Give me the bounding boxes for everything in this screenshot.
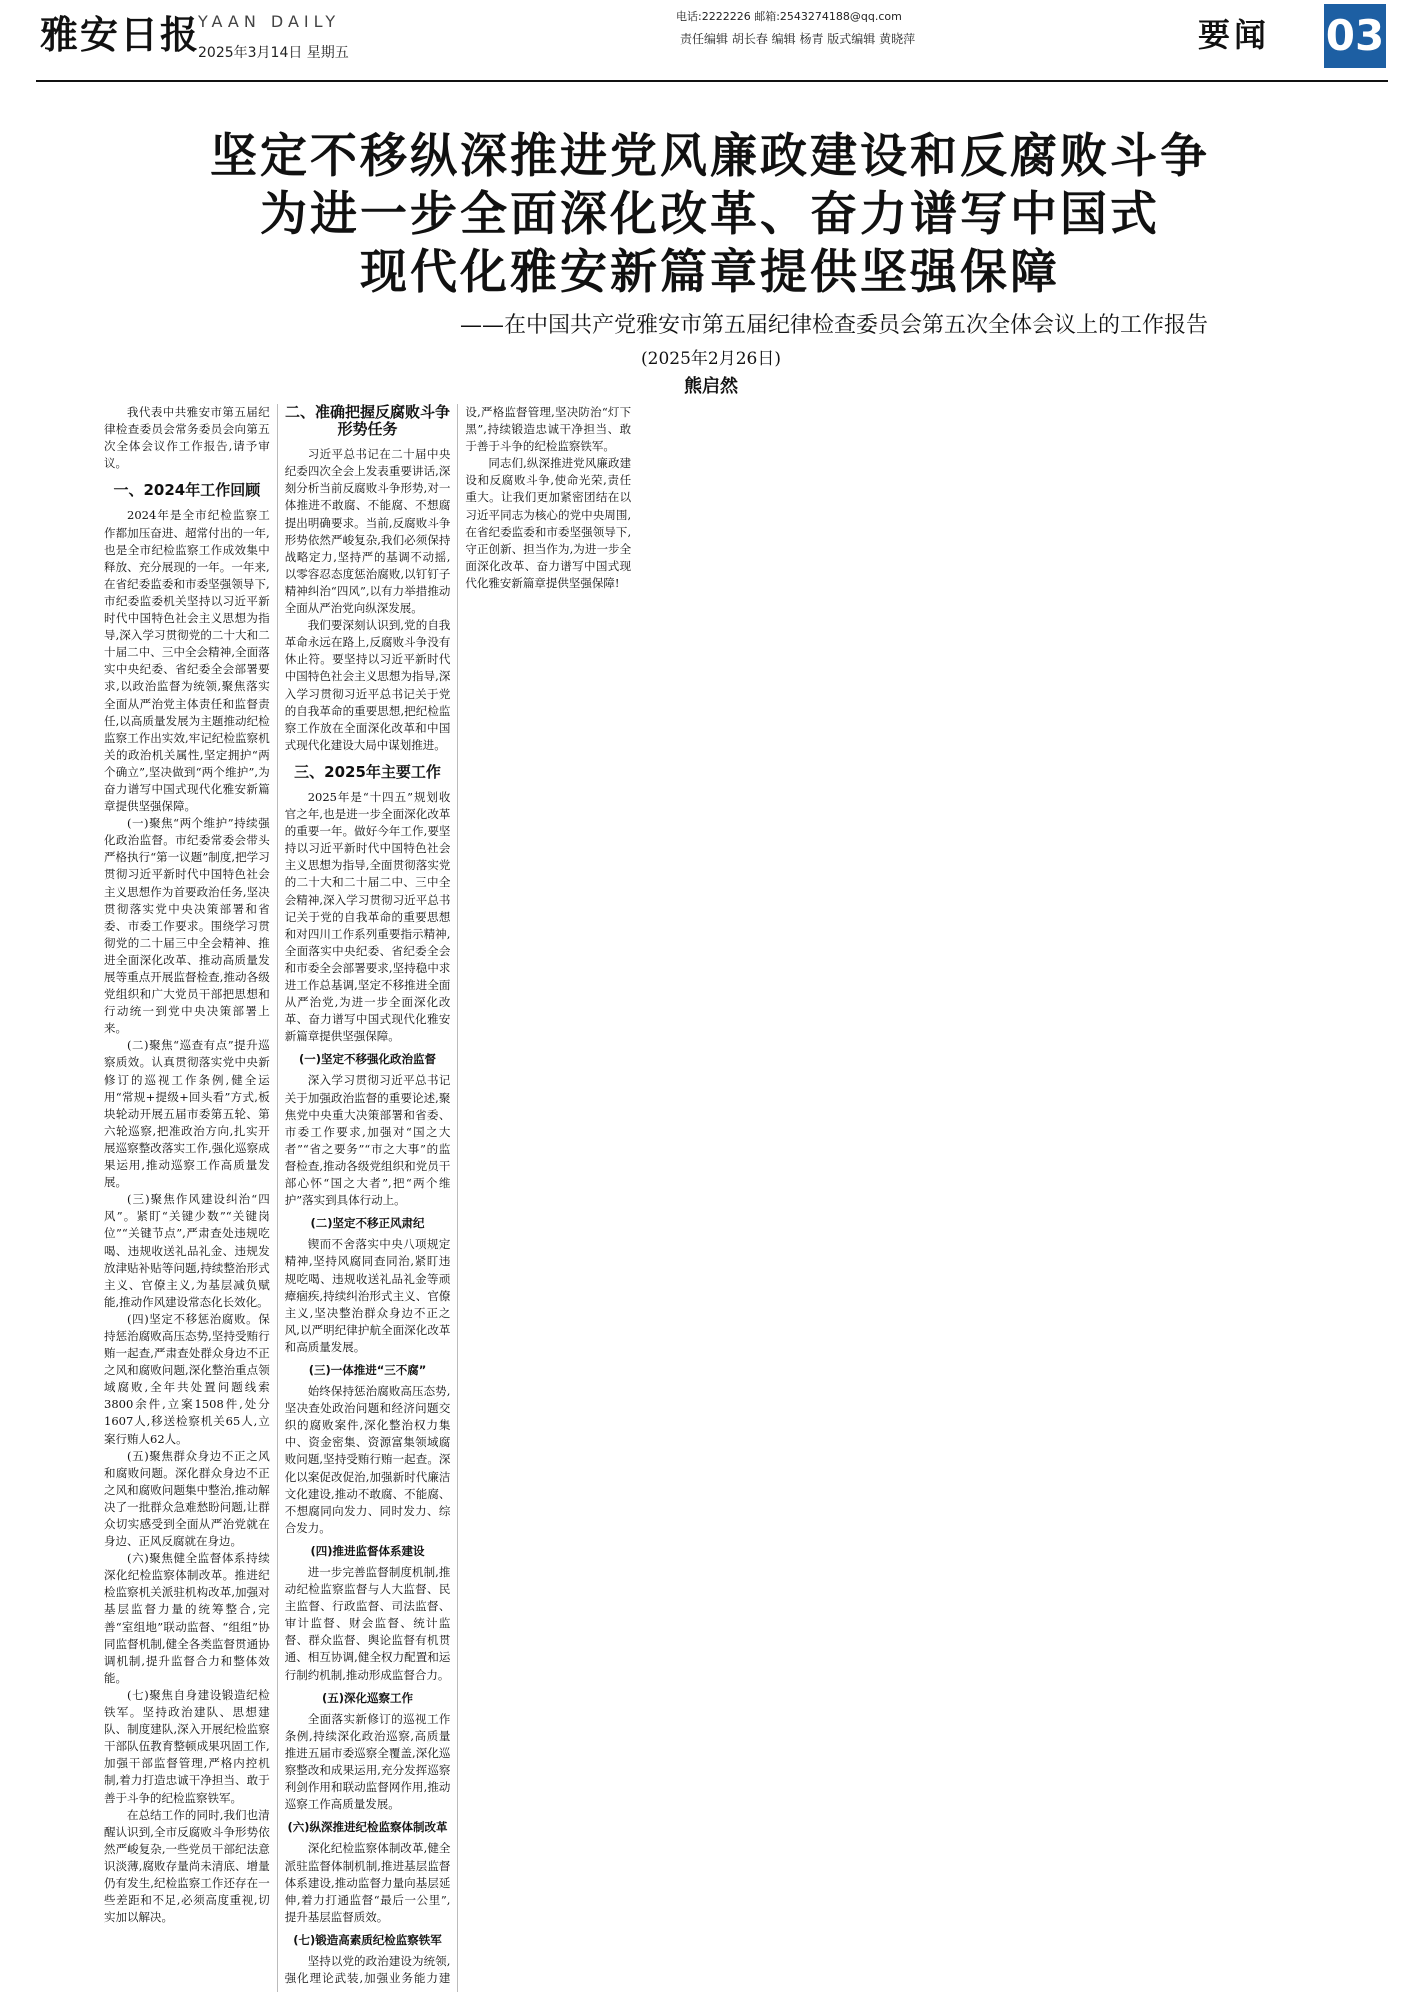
paragraph: 坚持以党的政治建设为统领,强化理论武装,加强业务能力建设,严格监督管理,坚决防治“灯下黑”,持续锻造忠诚干净担当、敢于善于斗争的纪检监察铁军。 <box>284 405 632 1986</box>
headline-line-2: 为进一步全面深化改革、奋力谱写中国式 <box>260 187 1160 242</box>
paragraph: 进一步完善监督制度机制,推动纪检监察监督与人大监督、民主监督、行政监督、司法监督、审计监督、财会监督、统计监督、群众监督、舆论监督有机贯通、相互协调,健全权力配置和运行制约机制,推动形成监督合力。 <box>284 1565 451 1682</box>
section-name: 要闻 <box>1198 16 1271 54</box>
paragraph: 深化纪检监察体制改革,健全派驻监督体制机制,推进基层监督体系建设,推动监督力量向基层延伸,着力打通监督“最后一公里”,提升基层监督质效。 <box>284 1841 451 1924</box>
author-byline: 熊启然 <box>684 376 738 397</box>
headline-line-1: 坚定不移纵深推进党风廉政建设和反腐败斗争 <box>210 129 1210 184</box>
paragraph: (二)聚焦“巡查有点”提升巡察质效。认真贯彻落实党中央新修订的巡视工作条例,健全运用“常规+提级+回头看”方式,板块轮动开展五届市委第五轮、第六轮巡察,把准政治方向,扎实开展巡察整改落实工作,强化巡察成果运用,推动巡察工作高质量发展。 <box>104 1038 270 1190</box>
paragraph: (三)聚焦作风建设纠治“四风”。紧盯“关键少数”“关键岗位”“关键节点”,严肃查处违规吃喝、违规收送礼品礼金、违规发放津贴补贴等问题,持续整治形式主义、官僚主义,为基层减负赋能,推动作风建设常态化长效化。 <box>104 1192 270 1309</box>
paragraph: 锲而不舍落实中央八项规定精神,坚持风腐同查同治,紧盯违规吃喝、违规收送礼品礼金等顽瘴痼疾,持续纠治形式主义、官僚主义,坚决整治群众身边不正之风,以严明纪律护航全面深化改革和高质量发展。 <box>284 1237 451 1354</box>
subsection-heading: (六)纵深推进纪检监察体制改革 <box>287 1820 448 1835</box>
section-heading: 二、准确把握反腐败斗争形势任务 <box>285 404 451 439</box>
paragraph: 我代表中共雅安市第五届纪律检查委员会常务委员会向第五次全体会议作工作报告,请予审议。 <box>104 405 270 471</box>
paragraph: 始终保持惩治腐败高压态势,坚决查处政治问题和经济问题交织的腐败案件,深化整治权力集中、资金密集、资源富集领域腐败问题,坚持受贿行贿一起查。深化以案促改促治,加强新时代廉洁文化建设,推动不敢腐、不能腐、不想腐同向发力、同时发力、综合发力。 <box>284 1384 451 1535</box>
paragraph: (一)聚焦“两个维护”持续强化政治监督。市纪委常委会带头严格执行“第一议题”制度,把学习贯彻习近平新时代中国特色社会主义思想作为首要政治任务,坚决贯彻落实党中央决策部署和省委、市委工作要求。围绕学习贯彻党的二十届三中全会精神、推进全面深化改革、推动高质量发展等重点开展监督检查,推动各级党组织和广大党员干部把思想和行动统一到党中央决策部署上来。 <box>104 816 270 1036</box>
paragraph: 习近平总书记在二十届中央纪委四次全会上发表重要讲话,深刻分析当前反腐败斗争形势,对一体推进不敢腐、不能腐、不想腐提出明确要求。当前,反腐败斗争形势依然严峻复杂,我们必须保持战略定力,坚持严的基调不动摇,以零容忍态度惩治腐败,以钉钉子精神纠治“四风”,以有力举措推动全面从严治党向纵深发展。 <box>284 447 451 616</box>
paragraph: 2025年是“十四五”规划收官之年,也是进一步全面深化改革的重要一年。做好今年工作,要坚持以习近平新时代中国特色社会主义思想为指导,全面贯彻落实党的二十大和二十届二中、三中全会精神,深入学习贯彻习近平总书记关于党的自我革命的重要思想和对四川工作系列重要指示精神,全面落实中央纪委、省纪委全会和市委全会部署要求,坚持稳中求进工作总基调,坚定不移推进全面从严治党,为进一步全面深化改革、奋力谱写中国式现代化雅安新篇章提供坚强保障。 <box>284 789 451 1044</box>
paragraph: (七)聚焦自身建设锻造纪检铁军。坚持政治建队、思想建队、制度建队,深入开展纪检监察干部队伍教育整顿成果巩固工作,加强干部监督管理,严格内控机制,着力打造忠诚干净担当、敢于善于斗争的纪检监察铁军。 <box>104 1687 270 1805</box>
subsection-heading: (五)深化巡察工作 <box>322 1690 414 1705</box>
publication-date: 2025年3月14日 星期五 <box>198 45 349 61</box>
subsection-heading: (四)推进监督体系建设 <box>310 1543 425 1558</box>
editor-credits: 责任编辑 胡长春 编辑 杨青 版式编辑 黄晓萍 <box>680 32 916 46</box>
paragraph: 全面落实新修订的巡视工作条例,持续深化政治巡察,高质量推进五届市委巡察全覆盖,深化巡察整改和成果运用,充分发挥巡察利剑作用和联动监督网作用,推动巡察工作高质量发展。 <box>284 1711 451 1812</box>
subsection-heading: (一)坚定不移强化政治监督 <box>299 1052 437 1067</box>
paragraph: 深入学习贯彻习近平总书记关于加强政治监督的重要论述,聚焦党中央重大决策部署和省委、市委工作要求,加强对“国之大者”“省之要务”“市之大事”的监督检查,推动各级党组织和党员干部心怀“国之大者”,把“两个维护”落实到具体行动上。 <box>284 1073 451 1208</box>
paragraph: (五)聚焦群众身边不正之风和腐败问题。深化群众身边不正之风和腐败问题集中整治,推动解决了一批群众急难愁盼问题,让群众切实感受到全面从严治党就在身边、正风反腐就在身边。 <box>104 1448 270 1549</box>
masthead-divider <box>36 80 1388 82</box>
report-date: (2025年2月26日) <box>641 349 781 369</box>
closing-paragraph: 同志们,纵深推进党风廉政建设和反腐败斗争,使命光荣,责任重大。让我们更加紧密团结在以习近平同志为核心的党中央周围,在省纪委监委和市委坚强领导下,守正创新、担当作为,为进一步全面深化改革、奋力谱写中国式现代化雅安新篇章提供坚强保障! <box>465 456 632 590</box>
paragraph: (六)聚焦健全监督体系持续深化纪检监察体制改革。推进纪检监察机关派驻机构改革,加强对基层监督力量的统筹整合,完善“室组地”联动监督、“组组”协同监督机制,健全各类监督贯通协调机制,提升监督合力和整体效能。 <box>104 1551 270 1685</box>
page-number-badge: 03 <box>1324 4 1386 68</box>
headline-subtitle: ——在中国共产党雅安市第五届纪律检查委员会第五次全体会议上的工作报告 <box>460 313 1209 338</box>
article-body <box>104 404 1354 1992</box>
headline-block <box>60 128 1360 302</box>
article-columns <box>104 404 1354 1992</box>
masthead <box>36 0 1388 88</box>
contact-info: 电话:2222226 邮箱:2543274188@qq.com <box>676 10 902 23</box>
paragraph: 在总结工作的同时,我们也清醒认识到,全市反腐败斗争形势依然严峻复杂,一些党员干部纪法意识淡薄,腐败存量尚未清底、增量仍有发生,纪检监察工作还存在一些差距和不足,必须高度重视,切实加以解决。 <box>104 1807 270 1925</box>
subsection-heading: (七)锻造高素质纪检监察铁军 <box>293 1932 442 1947</box>
paragraph: 2024年是全市纪检监察工作都加压奋进、超常付出的一年,也是全市纪检监察工作成效集中释放、充分展现的一年。一年来,在省纪委监委和市委坚强领导下,市纪委监委机关坚持以习近平新时代中国特色社会主义思想为指导,深入学习贯彻党的二十大和二十届二中、三中全会精神,全面落实中央纪委、省纪委全会部署要求,以政治监督为统领,聚焦落实全面从严治党主体责任和监督责任,以高质量发展为主题推动纪检监察工作出实效,牢记纪检监察机关的政治机关属性,坚定拥护“两个确立”,坚决做到“两个维护”,为奋力谱写中国式现代化雅安新篇章提供坚强保障。 <box>104 508 270 814</box>
newspaper-english-name: YAAN DAILY <box>198 12 341 31</box>
paragraph: (四)坚定不移惩治腐败。保持惩治腐败高压态势,坚持受贿行贿一起查,严肃查处群众身边不正之风和腐败问题,深化整治重点领域腐败,全年共处置问题线索3800余件,立案1508件,处分1607人,移送检察机关65人,立案行贿人62人。 <box>104 1311 270 1446</box>
headline-line-3: 现代化雅安新篇章提供坚强保障 <box>360 245 1060 300</box>
subsection-heading: (二)坚定不移正风肃纪 <box>310 1216 425 1231</box>
subsection-heading: (三)一体推进“三不腐” <box>308 1362 427 1377</box>
paragraph: 我们要深刻认识到,党的自我革命永远在路上,反腐败斗争没有休止符。要坚持以习近平新时代中国特色社会主义思想为指导,深入学习贯彻习近平总书记关于党的自我革命的重要思想,把纪检监察工作放在全面深化改革和中国式现代化建设大局中谋划推进。 <box>284 618 451 752</box>
section-heading: 一、2024年工作回顾 <box>113 481 261 500</box>
newspaper-logo: 雅安日报 <box>40 12 201 57</box>
section-heading: 三、2025年主要工作 <box>294 762 441 781</box>
